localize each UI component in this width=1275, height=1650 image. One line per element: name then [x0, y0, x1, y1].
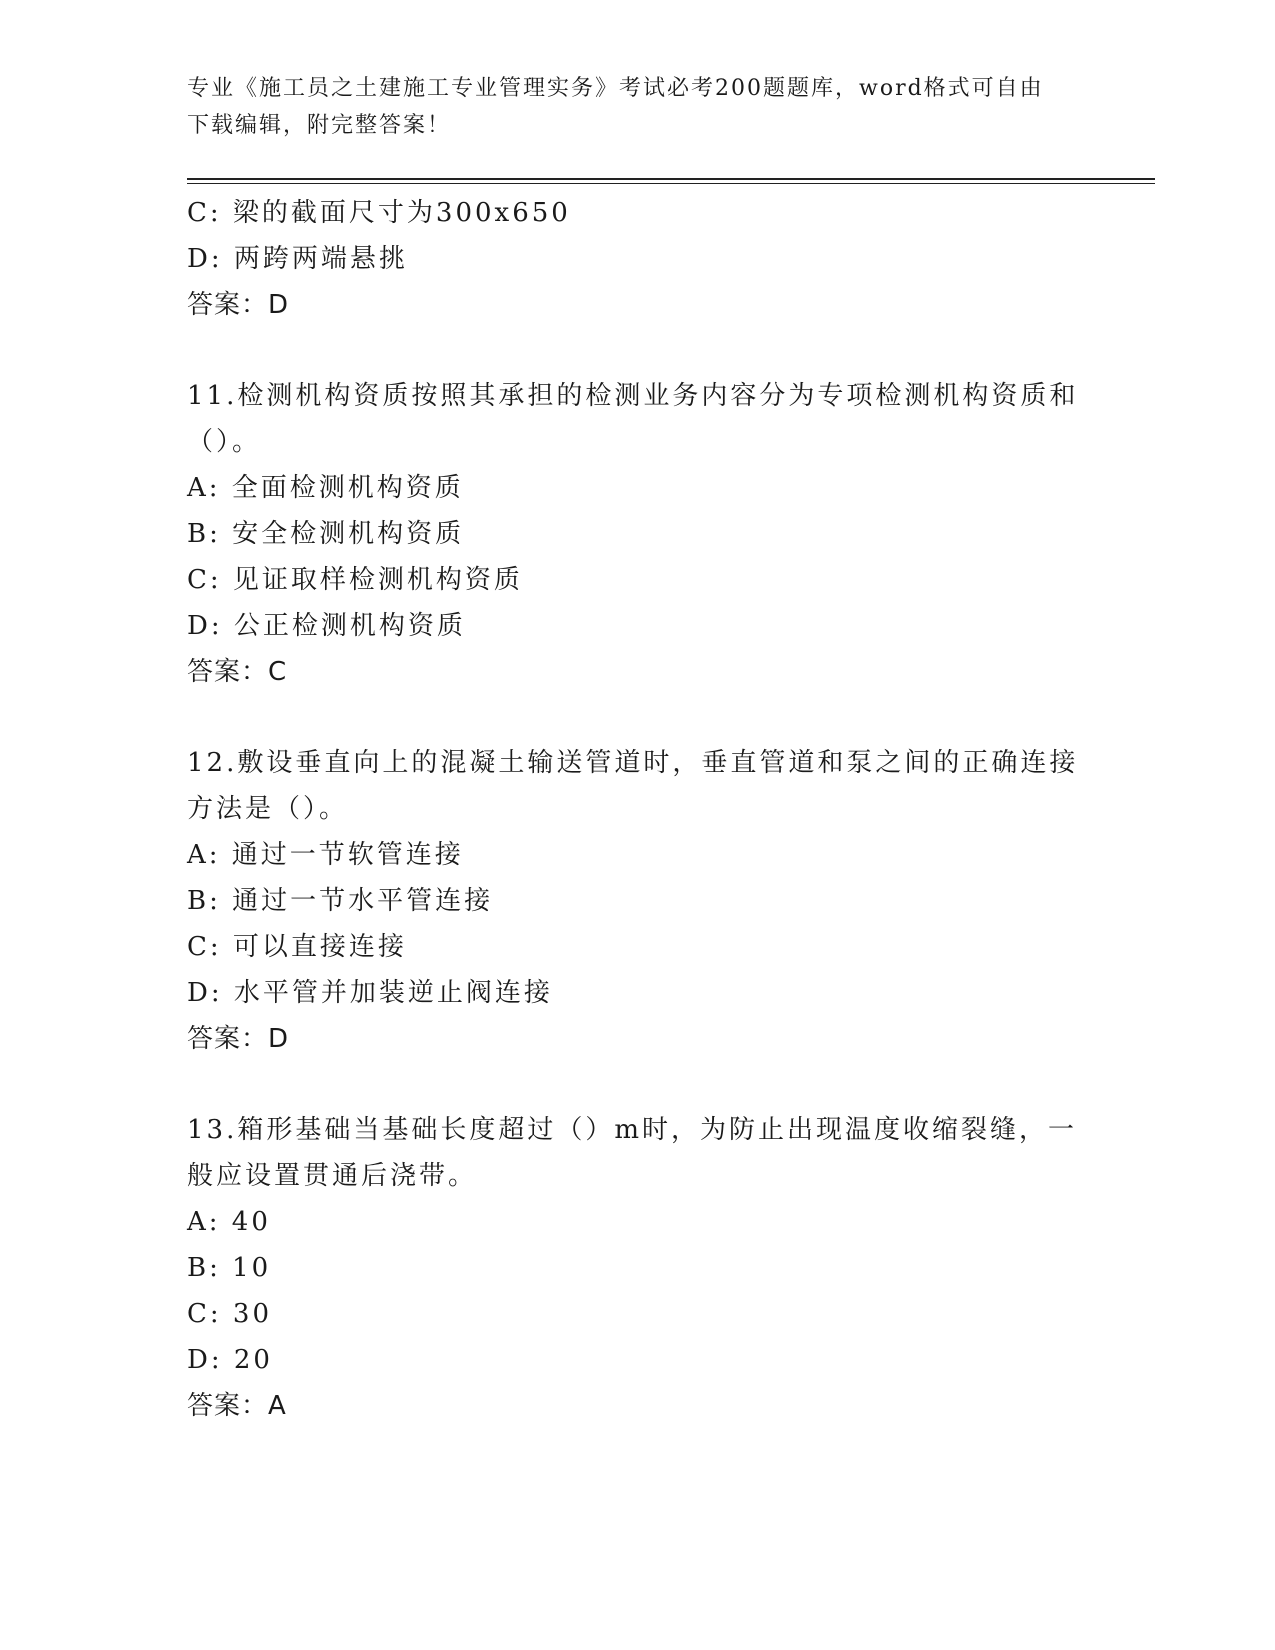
- option-b: B: 安全检测机构资质: [187, 519, 465, 549]
- spacer: [187, 1062, 1087, 1107]
- option-a: A: 40: [187, 1207, 271, 1237]
- header-line-2: 下载编辑，附完整答案！: [187, 113, 452, 138]
- option-d: D: 两跨两端悬挑: [187, 244, 408, 274]
- question-stem-line-2: （）。: [187, 427, 262, 457]
- question-stem-line-1: 11.检测机构资质按照其承担的检测业务内容分为专项检测机构资质和: [187, 381, 1079, 411]
- answer-line: 答案：D: [187, 1024, 290, 1054]
- question-stem-line-1: 12.敷设垂直向上的混凝土输送管道时，垂直管道和泵之间的正确连接: [187, 748, 1079, 778]
- header-divider-thick: [187, 178, 1155, 180]
- question-12: [187, 740, 1087, 1062]
- question-stem-line-2: 方法是（）。: [187, 794, 349, 824]
- option-b: B: 通过一节水平管连接: [187, 886, 494, 916]
- spacer: [187, 328, 1087, 373]
- question-stem-line-2: 般应设置贯通后浇带。: [187, 1161, 478, 1191]
- option-c: C: 梁的截面尺寸为300x650: [187, 198, 571, 228]
- option-d: D: 水平管并加装逆止阀连接: [187, 978, 553, 1008]
- question-11: [187, 373, 1087, 695]
- question-stem-line-1: 13.箱形基础当基础长度超过（）m时，为防止出现温度收缩裂缝，一: [187, 1115, 1078, 1145]
- option-c: C: 见证取样检测机构资质: [187, 565, 523, 595]
- option-b: B: 10: [187, 1253, 272, 1283]
- option-a: A: 全面检测机构资质: [187, 473, 464, 503]
- option-c: C: 可以直接连接: [187, 932, 407, 962]
- spacer: [187, 695, 1087, 740]
- document-header: [187, 70, 1067, 144]
- option-c: C: 30: [187, 1299, 273, 1329]
- answer-line: 答案：D: [187, 290, 290, 320]
- document-body: [187, 190, 1087, 1429]
- header-line-1: 专业《施工员之土建施工专业管理实务》考试必考200题题库，word格式可自由: [187, 76, 1044, 101]
- option-d: D: 公正检测机构资质: [187, 611, 466, 641]
- option-a: A: 通过一节软管连接: [187, 840, 464, 870]
- option-d: D: 20: [187, 1345, 273, 1375]
- question-13: [187, 1107, 1087, 1429]
- question-10-continued: [187, 190, 1087, 328]
- header-divider-thin: [187, 183, 1155, 184]
- answer-line: 答案：C: [187, 657, 288, 687]
- answer-line: 答案：A: [187, 1391, 287, 1421]
